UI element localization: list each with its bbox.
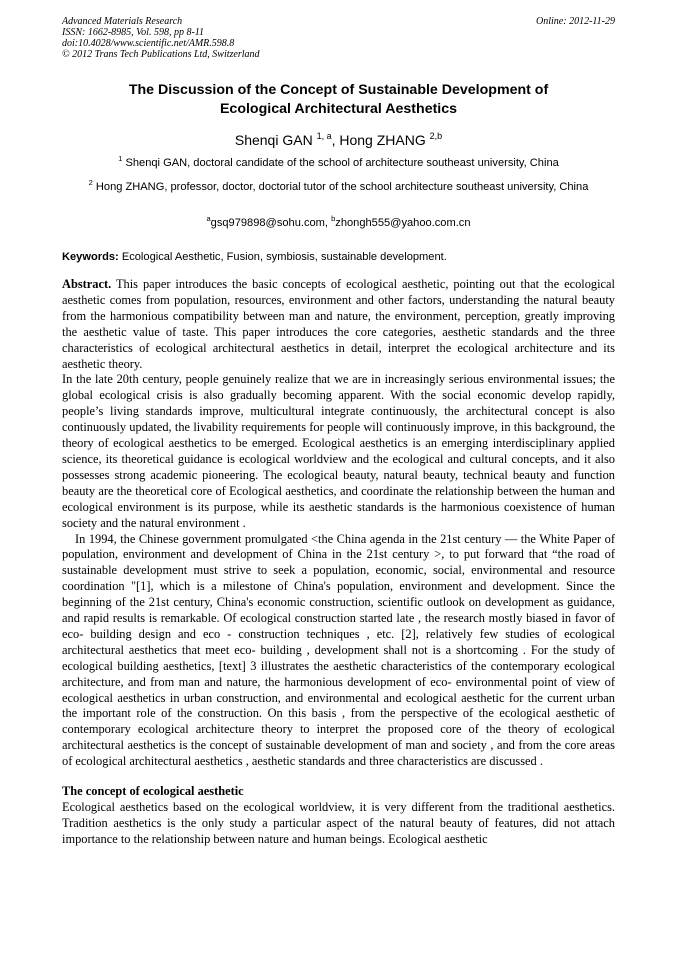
body-paragraph-2: In the late 20th century, people genuinely realize that we are in increasingly serious environmental issues; the global ecological crisis is also gradually becoming apparent. With the social economic develop rapidly, people’s living standards improve, multicultural integrate continuously, the architectural concept is also continuously updated, the livability requirements for people will continuously improve, in this background, the theory of ecological aesthetics to be emerged. Ecological aesthetics is an emerging interdisciplinary applied science, its theoretical guidance is ecological worldview and the ecological and cultural concepts, and it also possesses strong academic pioneering. The ecological beauty, natural beauty, technical beauty and function beauty are the theoretical core of Ecological aesthetics, and coordinate the relationship between the human and ecological environment is its purpose, while its aesthetic standards is the harmonious coexistence of human society and the natural environment . [62, 372, 615, 530]
keywords-text: Ecological Aesthetic, Fusion, symbiosis, sustainable development. [121, 251, 447, 263]
title-line-1: The Discussion of the Concept of Sustainable Development of [128, 82, 549, 98]
author-list [62, 131, 615, 149]
author-emails [62, 215, 615, 231]
paper-title [62, 81, 615, 119]
author-2-name: Hong ZHANG [339, 132, 426, 148]
paper-body [62, 277, 615, 848]
affiliation-1 [62, 155, 615, 171]
affiliation-1-sup: 1 [118, 154, 123, 163]
email-1: gsq979898@sohu.com, [210, 217, 329, 229]
email-2: zhongh555@yahoo.com.cn [335, 217, 471, 229]
author-1-name: Shenqi GAN [234, 132, 313, 148]
affiliation-1-text: Shenqi GAN, doctoral candidate of the school of architecture southeast university, China [125, 157, 559, 169]
affiliation-2-sup: 2 [88, 178, 93, 187]
online-date: Online: 2012-11-29 [536, 16, 615, 27]
section-heading: The concept of ecological aesthetic [62, 784, 244, 799]
journal-name: Advanced Materials Research [62, 16, 183, 27]
doi-line: doi:10.4028/www.scientific.net/AMR.598.8 [62, 38, 235, 49]
author-separator: , [331, 132, 340, 148]
affiliation-2-text: Hong ZHANG, professor, doctor, doctorial tutor of the school architecture southeast university, China [95, 181, 589, 193]
header-row-1 [62, 16, 615, 27]
abstract-paragraph [62, 277, 615, 372]
email-1-sup: a [206, 214, 211, 223]
affiliation-2 [62, 179, 615, 195]
issn-line: ISSN: 1662-8985, Vol. 598, pp 8-11 [62, 27, 205, 38]
abstract-label: Abstract. [62, 277, 112, 291]
author-1-sup: 1, a [316, 131, 332, 141]
body-paragraph-3: In 1994, the Chinese government promulgated <the China agenda in the 21st century — the White Paper of population, environment and development of China in the 21st century >, to put forward that “the road of sustainable development must strive to seek a population, economic, social, environmental and resource coordination "[1], which is a milestone of China's population, environment and development. Since the beginning of the 21st century, China's economic construction, scientific outlook on development as guidance, and rapid results is remarkable. Of ecological construction started late , the research mostly biased in favor of eco- building design and eco - construction techniques , etc. [2], relatively few studies of ecological architectural aesthetics that meet eco- building , development shall not is a shortcoming . For the study of ecological building aesthetics, [text] 3 illustrates the aesthetic characteristics of the contemporary ecological architecture, and from man and nature, the harmonious development of eco- environmental point of view of ecological aesthetics in urban construction, and environmental and ecological aesthetic for the current urban the important role of the construction. On this basis , from the perspective of the ecological aesthetic of contemporary ecological architecture theory to interpret the proposed core of the theory of ecological architectural aesthetics is the concept of sustainable development of man and society , and from the core areas of ecological architectural aesthetics , aesthetic standards and three characteristics are discussed . [62, 531, 615, 769]
abstract-text: This paper introduces the basic concepts of ecological aesthetic, pointing out that the ecological aesthetic comes from population, resources, environment and other factors, understanding the natural beauty from the harmonious compatibility between man and nature, the environment, perception, greatly improving the aesthetic value of taste. This paper introduces the core categories, aesthetic standards and the three characteristics of ecological architectural aesthetics in detail, interpret the ecological architecture and its aesthetic theory. [62, 277, 615, 371]
title-line-2: Ecological Architectural Aesthetics [219, 101, 458, 117]
copyright-line: © 2012 Trans Tech Publications Ltd, Switzerland [62, 49, 260, 60]
keywords-label: Keywords: [62, 251, 119, 263]
keywords [62, 250, 615, 264]
journal-header [62, 16, 615, 60]
section-paragraph-1: Ecological aesthetics based on the ecological worldview, it is very different from the traditional aesthetics. Tradition aesthetics is the only study a particular aspect of the natural beauty of features, did not attach importance to the relationship between nature and human beings. Ecological aesthetic [62, 800, 615, 846]
email-2-sup: b [331, 214, 336, 223]
author-2-sup: 2,b [429, 131, 443, 141]
